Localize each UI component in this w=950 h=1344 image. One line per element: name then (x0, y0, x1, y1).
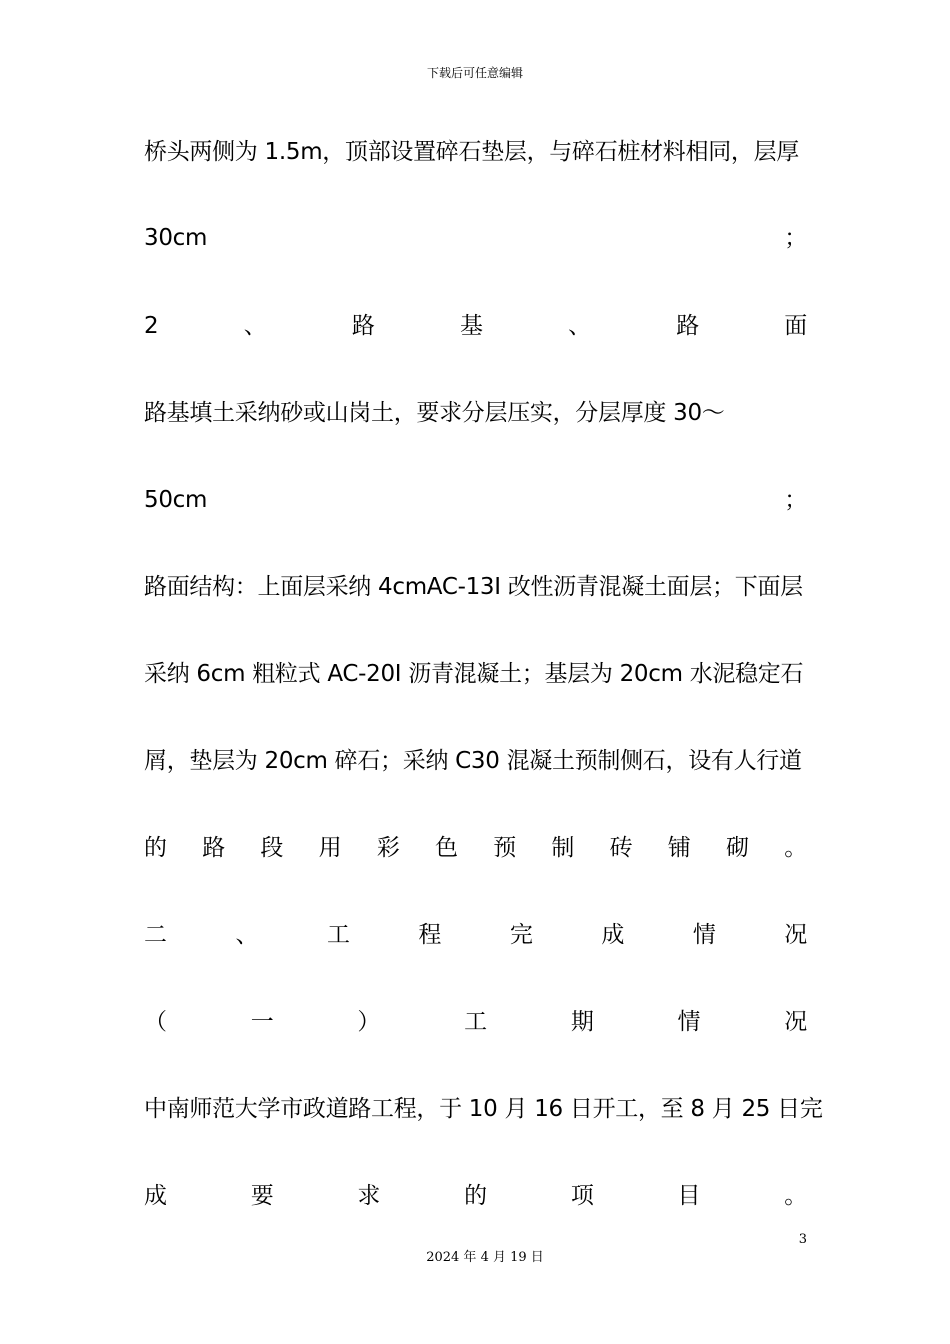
line-token: 二 (144, 922, 167, 948)
line-token: 工 (464, 1009, 487, 1035)
line-token: 段 (260, 835, 284, 861)
line-token: 求 (357, 1183, 381, 1209)
text-line-9 (144, 828, 807, 868)
line-token: 、 (235, 922, 259, 948)
subsection-heading-schedule (144, 1002, 807, 1042)
line-token: 、 (243, 313, 267, 339)
line-token: 30cm (144, 225, 208, 251)
line-token: 路 (351, 313, 375, 339)
line-token: 、 (568, 313, 591, 339)
text-line-12: 中南师范大学市政道路工程，于 10 月 16 日开工，至 8 月 25 日完 (144, 1096, 823, 1122)
section-heading-completion (144, 915, 807, 955)
line-token: 成 (601, 922, 625, 948)
text-line-7: 采纳 6cm 粗粒式 AC-20I 沥青混凝土；基层为 20cm 水泥稳定石 (144, 661, 804, 687)
text-line-5 (144, 480, 807, 520)
line-token: 工 (326, 922, 350, 948)
line-token: 情 (677, 1009, 701, 1035)
line-token: 的 (144, 835, 167, 861)
line-token: 成 (144, 1183, 167, 1209)
line-token: 的 (464, 1183, 487, 1209)
line-token: 预 (493, 835, 516, 861)
line-token: （ (144, 1009, 167, 1035)
line-token: 砖 (609, 835, 633, 861)
line-token: 路 (202, 835, 225, 861)
line-token: 50cm (144, 487, 208, 513)
line-token: 况 (784, 922, 807, 948)
line-token: 面 (784, 313, 807, 339)
line-token: 。 (784, 1183, 807, 1209)
line-token: ） (357, 1009, 381, 1035)
line-token: 制 (551, 835, 575, 861)
section-heading-2 (144, 306, 807, 346)
line-token: 要 (250, 1183, 274, 1209)
text-line-6: 路面结构：上面层采纳 4cmAC-13I 改性沥青混凝土面层；下面层 (144, 574, 803, 600)
line-token: 砌 (726, 835, 749, 861)
text-line-2 (144, 218, 807, 258)
page-footer-date: 2024 年 4 月 19 日 (426, 1250, 544, 1265)
line-token: 彩 (376, 835, 400, 861)
line-token: 基 (459, 313, 483, 339)
line-token: 色 (435, 835, 458, 861)
text-line-13 (144, 1176, 807, 1216)
text-line-4: 路基填土采纳砂或山岗土，要求分层压实，分层厚度 30～ (144, 400, 725, 426)
text-line-8: 屑，垫层为 20cm 碎石；采纳 C30 混凝土预制侧石，设有人行道 (144, 748, 802, 774)
line-token: 程 (418, 922, 442, 948)
line-token: 一 (250, 1009, 274, 1035)
line-token: 用 (318, 835, 342, 861)
line-token: 2 (144, 313, 159, 339)
page-number: 3 (798, 1232, 807, 1247)
line-token: 目 (677, 1183, 701, 1209)
line-token: 况 (784, 1009, 807, 1035)
line-token: 项 (570, 1183, 594, 1209)
line-token: 路 (676, 313, 699, 339)
line-token: ； (784, 487, 807, 513)
line-token: 期 (570, 1009, 594, 1035)
page-header: 下载后可任意编辑 (426, 66, 523, 80)
line-token: 情 (692, 922, 716, 948)
line-token: 。 (784, 835, 807, 861)
text-line-1: 桥头两侧为 1.5m，顶部设置碎石垫层，与碎石桩材料相同，层厚 (144, 139, 799, 165)
line-token: 完 (509, 922, 533, 948)
line-token: 铺 (667, 835, 691, 861)
line-token: ； (784, 225, 807, 251)
